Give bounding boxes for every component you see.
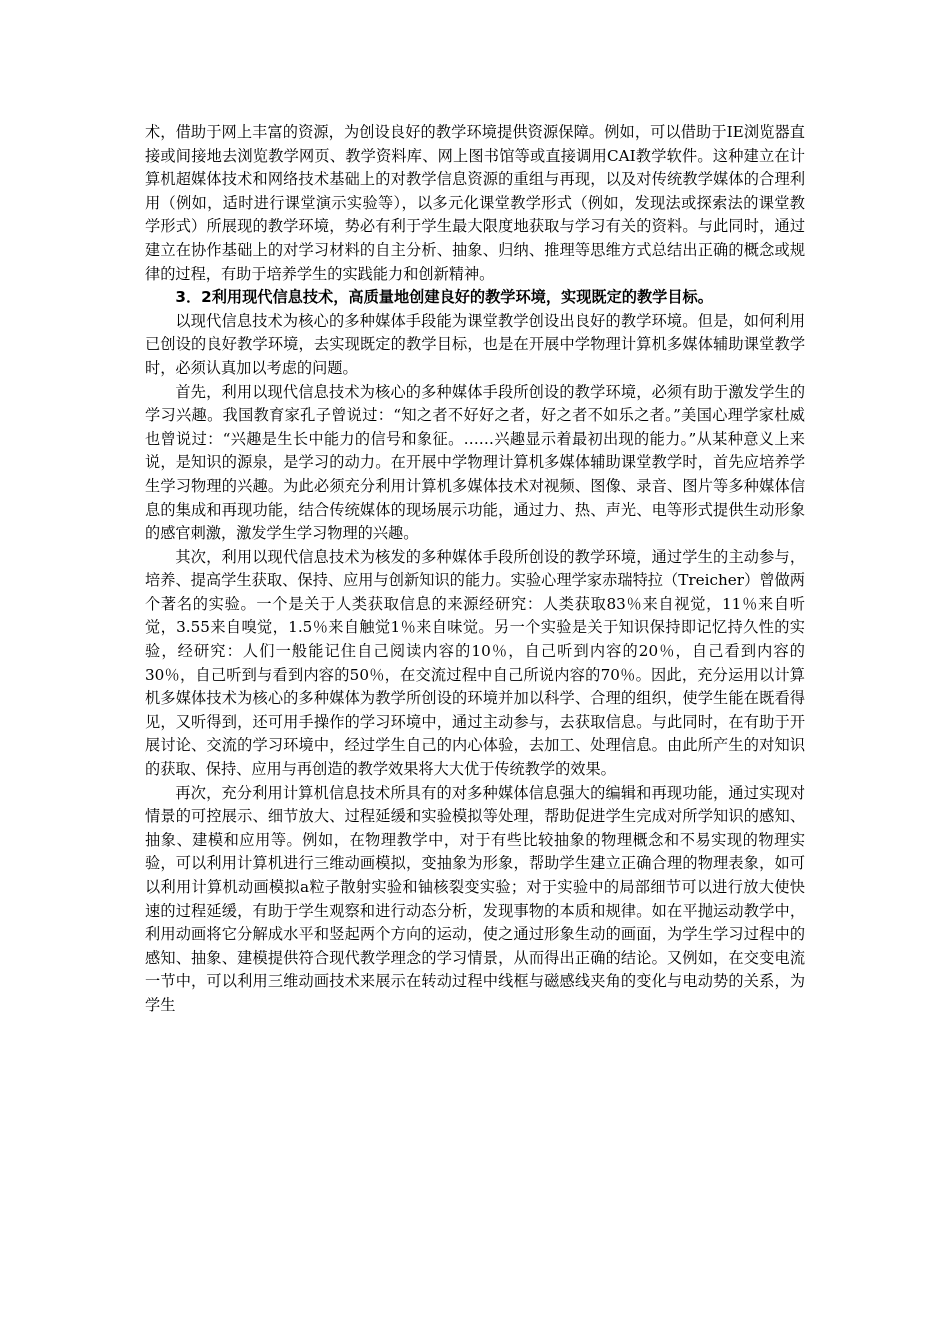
paragraph-continuation: 术，借助于网上丰富的资源，为创设良好的教学环境提供资源保障。例如，可以借助于IE浏览器直接或间接地去浏览教学网页、教学资料库、网上图书馆等或直接调用CAI教学软件。这种建立在计算机超媒体技术和网络技术基础上的对教学信息资源的重组与再现，以及对传统教学媒体的合理利用（例如，适时进行课堂演示实验等），以多元化课堂教学形式（例如，发现法或探索法的课堂教学形式）所展现的教学环境，势必有利于学生最大限度地获取与学习有关的资料。与此同时，通过建立在协作基础上的对学习材料的自主分析、抽象、归纳、推理等思维方式总结出正确的概念或规律的过程，有助于培养学生的实践能力和创新精神。 [145, 123, 805, 283]
paragraph-first: 首先，利用以现代信息技术为核心的多种媒体手段所创设的教学环境，必须有助于激发学生的学习兴趣。我国教育家孔子曾说过：“知之者不好好之者，好之者不如乐之者。”美国心理学家杜威也曾说过：“兴趣是生长中能力的信号和象征。……兴趣显示着最初出现的能力。”从某种意义上来说，是知识的源泉，是学习的动力。在开展中学物理计算机多媒体辅助课堂教学时，首先应培养学生学习物理的兴趣。为此必须充分利用计算机多媒体技术对视频、图像、录音、图片等多种媒体信息的集成和再现功能，结合传统媒体的现场展示功能，通过力、热、声光、电等形式提供生动形象的感官刺激，激发学生学习物理的兴趣。 [145, 382, 805, 543]
section-heading-3-2: 3．2利用现代信息技术，高质量地创建良好的教学环境，实现既定的教学目标。 [175, 288, 713, 307]
paragraph-third: 再次，充分利用计算机信息技术所具有的对多种媒体信息强大的编辑和再现功能，通过实现对情景的可控展示、细节放大、过程延缓和实验模拟等处理，帮助促进学生完成对所学知识的感知、抽象、建模和应用等。例如，在物理教学中，对于有些比较抽象的物理概念和不易实现的物理实验，可以利用计算机进行三维动画模拟，变抽象为形象，帮助学生建立正确合理的物理表象，如可以利用计算机动画模拟a粒子散射实验和铀核裂变实验；对于实验中的局部细节可以进行放大使快速的过程延缓，有助于学生观察和进行动态分析，发现事物的本质和规律。如在平抛运动教学中，利用动画将它分解成水平和竖起两个方向的运动，使之通过形象生动的画面，为学生学习过程中的感知、抽象、建模提供符合现代教学理念的学习情景，从而得出正确的结论。又例如，在交变电流一节中，可以利用三维动画技术来展示在转动过程中线框与磁感线夹角的变化与电动势的关系，为学生 [145, 783, 805, 1014]
paragraph-intro: 以现代信息技术为核心的多种媒体手段能为课堂教学创设出良好的教学环境。但是，如何利用已创设的良好教学环境，去实现既定的教学目标，也是在开展中学物理计算机多媒体辅助课堂教学时，必须认真加以考虑的问题。 [145, 311, 805, 377]
paragraph-second: 其次，利用以现代信息技术为核发的多种媒体手段所创设的教学环境，通过学生的主动参与，培养、提高学生获取、保持、应用与创新知识的能力。实验心理学家赤瑞特拉（Treicher）曾做两个著名的实验。一个是关于人类获取信息的来源经研究：人类获取83％来自视觉，11％来自听觉，3.55来自嗅觉，1.5％来自触觉1％来自味觉。另一个实验是关于知识保持即记忆持久性的实验，经研究：人们一般能记住自己阅读内容的10％，自己听到内容的20％，自己看到内容的30％，自己听到与看到内容的50％，在交流过程中自己所说内容的70％。因此，充分运用以计算机多媒体技术为核心的多种媒体为教学所创设的环境并加以科学、合理的组织，使学生能在既看得见，又听得到，还可用手操作的学习环境中，通过主动参与，去获取信息。与此同时，在有助于开展讨论、交流的学习环境中，经过学生自己的内心体验，去加工、处理信息。由此所产生的对知识的获取、保持、应用与再创造的教学效果将大大优于传统教学的效果。 [145, 547, 805, 779]
document-page [145, 121, 805, 1018]
